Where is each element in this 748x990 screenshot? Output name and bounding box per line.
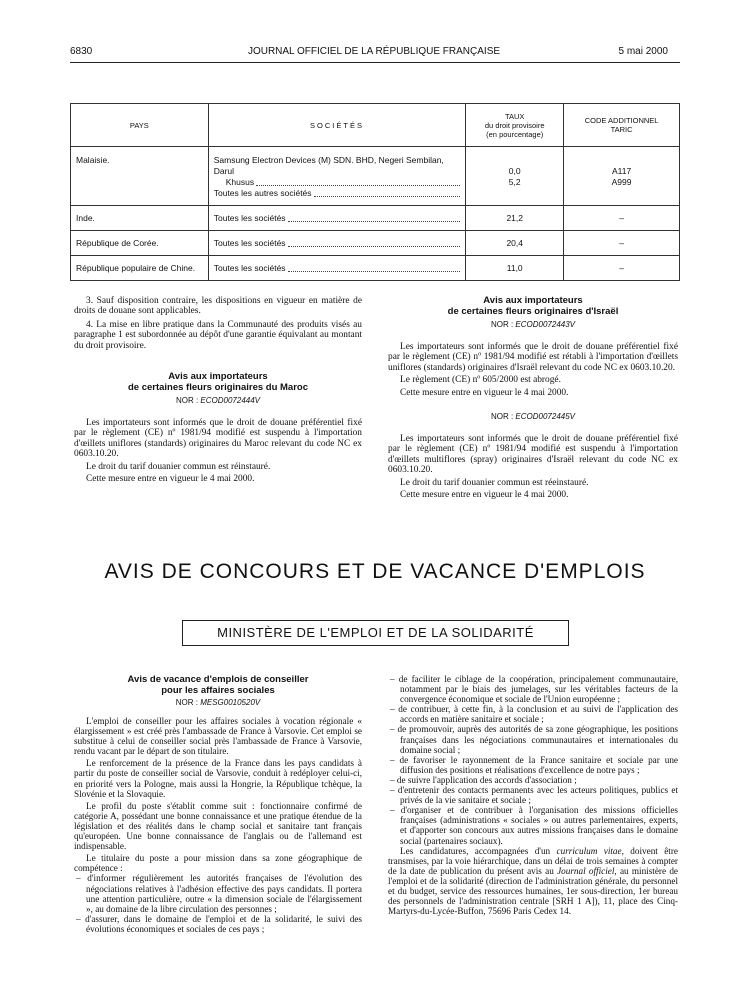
table-row [71,147,680,206]
paragraph: Les importateurs sont informés que le droit de douane préférentiel fixé par le règlement (CE) nº 1981/94 modifié est suspendu à l'importation d'œillets multiflores (spray) originaires d'Israël relevant du code NC ex 0603.10.20. [388,434,678,476]
paragraph: 3. Sauf disposition contraire, les dispositions en vigueur en matière de droits de douane sont applicables. [74,296,362,317]
notice-title-israel: Avis aux importateurs de certaines fleurs originaires d'Israël [447,295,619,317]
page-number: 6830 [70,46,93,57]
table-row [71,256,680,281]
cell-code: A117 A999 [564,147,680,206]
cell-pays: République de Corée. [71,231,209,256]
col-header-societes: SOCIÉTÉS [208,104,466,147]
cell-pays: République populaire de Chine. [71,256,209,281]
paragraph: Le règlement (CE) nº 605/2000 est abrogé. [400,375,561,386]
cell-societes: Toutes les sociétés [208,256,466,281]
cell-societes: Samsung Electron Devices (M) SDN. BHD, Negeri Sembilan, Darul Khusus Toutes les autres sociétés [208,147,466,206]
notice-title-vacance: Avis de vacance d'emplois de conseiller pour les affaires sociales [127,674,309,696]
cell-pays: Malaisie. [71,147,209,206]
list-item: – d'organiser et de contribuer à l'organisation des missions officielles françaises (administrations « sociales » ou autres parlementaires, experts, et d'apporter son concours aux autres missions françaises dans le domaine social (partenaires sociaux). [390,805,678,846]
paragraph: Le droit du tarif douanier commun est réeinstauré. [400,477,589,488]
paragraph: Les importateurs sont informés que le droit de douane préférentiel fixé par le règlement (CE) nº 1981/94 modifié est rétabli à l'importation d'œillets uniflores (standards) originaires d'Israël relevant du code NC ex 0603.10.20. [388,342,678,373]
paragraph: Le renforcement de la présence de la France dans les pays candidats à partir du poste de conseiller social de Varsovie, conduit à redéployer celui-ci, en priorité vers la Pologne, mais aussi la Hongrie, la République tchèque, la Slovénie et la Slovaquie. [74,758,362,799]
cell-code: – [564,256,680,281]
cell-societes: Toutes les sociétés [208,231,466,256]
cell-pays: Inde. [71,206,209,231]
nor-reference: NOR : ECOD0072443V [490,320,576,329]
section-title: AVIS DE CONCOURS ET DE VACANCE D'EMPLOIS [104,560,646,583]
right-column-bottom [388,674,678,916]
cell-code: – [564,206,680,231]
table-row [71,206,680,231]
list-item: – de faciliter le ciblage de la coopération, principalement communautaire, notamment par le biais des jumelages, sur les véritables facteurs de la convergence économique et sociale de l'Union européenne ; [390,674,678,705]
list-item: – de contribuer, à cette fin, à la conclusion et au suivi de l'application des accords en matière sanitaire et sociale ; [390,704,678,725]
cell-taux: 11,0 [466,256,564,281]
col-header-taux: TAUX du droit provisoire (en pourcentage) [466,104,564,147]
cell-code: – [564,231,680,256]
list-item: – de suivre l'application des accords d'association ; [390,774,577,785]
list-item: – d'assurer, dans le domaine de l'emploi et de la solidarité, le suivi des évolutions économiques et sociales de ces pays ; [76,913,362,934]
header-rule [70,62,680,63]
nor-reference: NOR : ECOD0072444V [175,396,261,406]
cell-societes: Toutes les sociétés [208,206,466,231]
nor-reference: NOR : ECOD0072445V [490,412,576,422]
list-item: – d'entretenir des contacts permanents avec les acteurs politiques, publics et privés de la vie sanitaire et sociale ; [390,785,678,806]
cell-taux: 20,4 [466,231,564,256]
paragraph: Cette mesure entre en vigueur le 4 mai 2000. [400,490,569,501]
list-item: – d'informer régulièrement les autorités françaises de l'évolution des négociations relatives à l'adhésion effective des pays candidats. Il portera une attention particulière, outre « la dimension sociale de l'élargissement », au domaine de la libre circulation des personnes ; [76,873,362,914]
list-item: – de favoriser le rayonnement de la France sanitaire et sociale par une diffusion des positions et réalisations d'excellence de notre pays ; [390,754,678,775]
right-column-top [388,295,678,500]
cell-taux: 21,2 [466,206,564,231]
paragraph: Le profil du poste s'établit comme suit : fonctionnaire confirmé de catégorie A, possédant une bonne connaissance et une pratique étendue de la législation et des réalités dans le champ social et sanitaire tant français qu'européen. Une bonne connaissance de l'anglais ou de l'allemand est indispensable. [74,800,362,852]
col-header-code: CODE ADDITIONNEL TARIC [564,104,680,147]
issue-date: 5 mai 2000 [618,46,668,57]
paragraph: Les importateurs sont informés que le droit de douane préférentiel fixé par le règlement (CE) nº 1981/94 modifié est suspendu à l'importation d'œillets uniflores (standards) originaires du Maroc relevant du code NC ex 0603.10.20. [74,418,362,460]
paragraph: Cette mesure entre en vigueur le 4 mai 2000. [86,474,255,485]
table-header-row [71,104,680,147]
paragraph: Le titulaire du poste a pour mission dans sa zone géographique de compétence : [74,853,362,874]
nor-reference: NOR : MESG0010520V [175,698,261,707]
journal-title: JOURNAL OFFICIEL DE LA RÉPUBLIQUE FRANÇAISE [247,46,501,57]
col-header-pays: PAYS [71,104,209,147]
duty-table [70,103,680,281]
paragraph: 4. La mise en libre pratique dans la Communauté des produits visés au paragraphe 1 est subordonnée au dépôt d'une garantie équivalant au montant du droit provisoire. [74,319,362,351]
left-column-bottom [74,674,362,934]
ministry-banner: MINISTÈRE DE L'EMPLOI ET DE LA SOLIDARITÉ [182,620,569,646]
left-column-top [74,296,362,484]
list-item: – de promouvoir, auprès des autorités de sa zone géographique, les positions françaises dans les négociations communautaires et internationales du domaine social ; [390,724,678,755]
paragraph: Le droit du tarif douanier commun est réinstauré. [86,461,271,472]
notice-title-maroc: Avis aux importateurs de certaines fleurs originaires du Maroc [127,371,309,394]
paragraph: Cette mesure entre en vigueur le 4 mai 2000. [400,387,569,398]
paragraph: Les candidatures, accompagnées d'un curriculum vitae, doivent être transmises, par la voie hiérarchique, dans un délai de trois semaines à compter de la date de publication du présent avis au Journal officiel, au ministère de l'emploi et de la solidarité (direction de l'administration générale, du personnel et du budget, service des ressources humaines, 1er sous-direction, 1er bureau des personnels de l'administration centrale [SRH 1 A]), 11, place des Cinq-Martyrs-du-Lycée-Buffon, 75696 Paris Cedex 14. [388,845,678,917]
cell-taux: 0,0 5,2 [466,147,564,206]
paragraph: L'emploi de conseiller pour les affaires sociales à vocation régionale « élargissement » est créé près l'ambassade de France à Varsovie. Cet emploi se substitue à celui de conseiller social près l'ambassade de France à Varsovie, rendu vacant par le départ de son titulaire. [74,716,362,757]
running-header [0,46,748,60]
table-row [71,231,680,256]
